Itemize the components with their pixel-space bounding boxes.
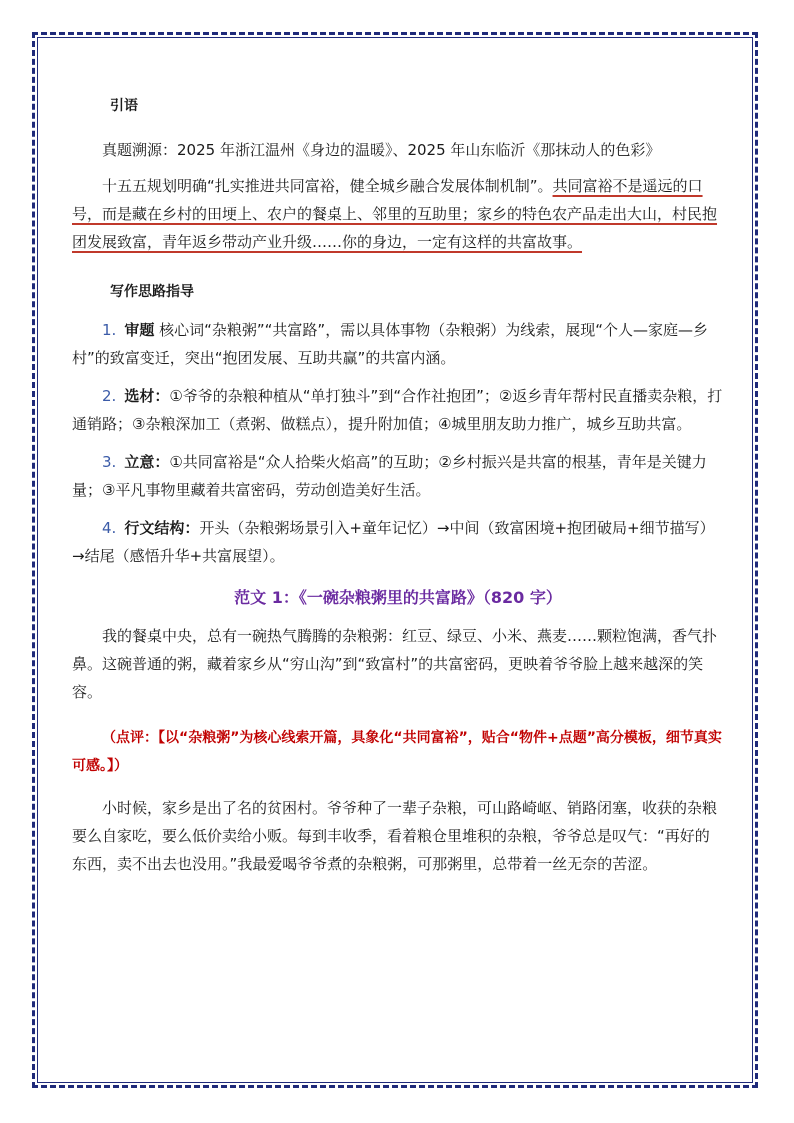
intro-heading: 引语 [110, 98, 138, 114]
item-text: ①爷爷的杂粮种植从“单打独斗”到“合作社抱团”；②返乡青年帮村民直播卖杂粮，打通销路；③杂粮深加工（煮粥、做糕点），提升附加值；④城里朋友助力推广，城乡互助共富。 [72, 387, 723, 433]
essay-paragraph-2: 小时候，家乡是出了名的贫困村。爷爷种了一辈子杂粮，可山路崎岖、销路闭塞，收获的杂粮要么自家吃，要么低价卖给小贩。每到丰收季，看着粮仓里堆积的杂粮，爷爷总是叹气：“再好的东西，卖不出去也没用。”我最爱喝爷爷煮的杂粮粥，可那粥里，总带着一丝无奈的苦涩。 [72, 799, 718, 873]
item-label: 行文结构： [124, 519, 200, 537]
item-text: ①共同富裕是“众人拾柴火焰高”的互助；②乡村振兴是共富的根基，青年是关键力量；③平凡事物里藏着共富密码，劳动创造美好生活。 [72, 453, 707, 499]
intro-paragraph [72, 172, 724, 256]
guide-item-4 [72, 514, 724, 570]
essay-comment: （点评：【以“杂粮粥”为核心线索开篇，具象化“共同富裕”，贴合“物件+点题”高分模板，细节真实可感。】） [72, 730, 722, 774]
item-text: 核心词“杂粮粥”“共富路”，需以具体事物（杂粮粥）为线索，展现“个人—家庭—乡村”的致富变迁，突出“抱团发展、互助共赢”的共富内涵。 [72, 321, 708, 367]
document-body [72, 92, 724, 878]
guide-item-1 [72, 316, 724, 372]
guide-item-2 [72, 382, 724, 438]
item-label: 选材： [124, 387, 170, 405]
guide-item-3 [72, 448, 724, 504]
intro-source: 真题溯源：2025 年浙江温州《身边的温暖》、2025 年山东临沂《那抹动人的色彩》 [102, 141, 661, 159]
guide-heading: 写作思路指导 [110, 284, 194, 300]
item-number: 4. [102, 519, 117, 537]
item-number: 3. [102, 453, 117, 471]
item-label: 立意： [124, 453, 170, 471]
intro-underlined-text: 共同富裕不是遥远的口号，而是藏在乡村的田埂上、农户的餐桌上、邻里的互助里；家乡的特色农产品走出大山，村民抱团发展致富，青年返乡带动产业升级……你的身边，一定有这样的共富故事。 [72, 177, 718, 251]
intro-lead: 十五五规划明确“扎实推进共同富裕，健全城乡融合发展体制机制”。 [102, 177, 553, 195]
item-text: 开头（杂粮粥场景引入+童年记忆）→中间（致富困境+抱团破局+细节描写）→结尾（感悟升华+共富展望）。 [72, 519, 715, 565]
item-label: 审题 [124, 321, 155, 339]
essay-paragraph-1: 我的餐桌中央，总有一碗热气腾腾的杂粮粥：红豆、绿豆、小米、燕麦……颗粒饱满，香气扑鼻。这碗普通的粥，藏着家乡从“穷山沟”到“致富村”的共富密码，更映着爷爷脸上越来越深的笑容。 [72, 627, 718, 701]
item-number: 1. [102, 321, 117, 339]
essay-title: 范文 1：《一碗杂粮粥里的共富路》（820 字） [234, 588, 562, 607]
item-number: 2. [102, 387, 117, 405]
